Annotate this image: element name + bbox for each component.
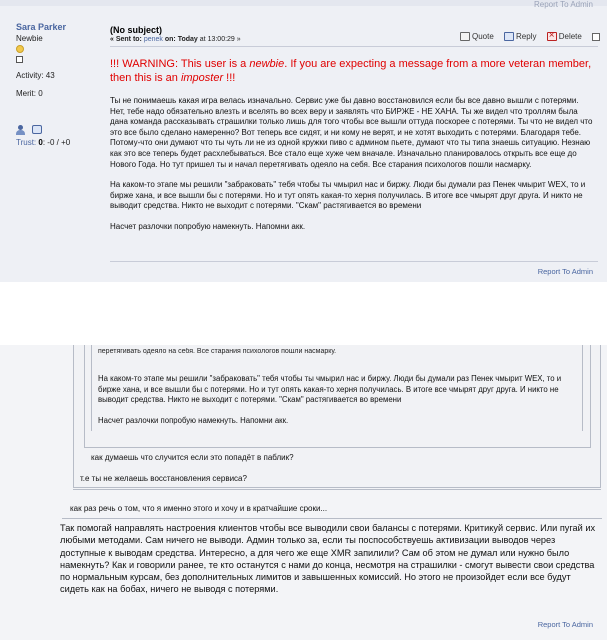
sent-on-label: on: [164,36,176,43]
select-checkbox[interactable] [592,33,600,41]
body-paragraph-2: На каком-то этапе мы решили "забраковать" тебя чтобы ты чмырил нас и биржу. Люди бы думали раз Пенек чмырит WEX, то и бирже хана, и все вышли бы с потерями. Но и тут опять какая-то херня получилась. В итоге все чмырят друг друга. И никто не выводит средства. Никто не выходит с потерями. "Скам" растягивается во времени [110,180,586,211]
trust-score [16,138,96,147]
quote-reply-c: как раз речь о том, что я именно этого и хочу и в кратчайшие сроки... [70,504,328,513]
trust-label[interactable]: Trust: [16,138,37,147]
quote-label: Quote [472,32,494,41]
quote-paragraph-2: Насчет разлочки попробую намекнуть. Напомни акк. [98,415,289,425]
recipient-link[interactable]: penek [143,36,163,43]
report-to-admin-link[interactable]: Report To Admin [537,267,593,276]
reply-label: Reply [516,32,537,41]
online-status-icon [16,56,23,63]
reply-icon [504,32,514,41]
profile-icon[interactable] [16,125,26,135]
sent-prefix: « Sent to: [110,36,142,43]
quote-paragraph-1: На каком-то этапе мы решили "забраковать" тебя чтобы ты чмырил нас и биржу. Люди бы думали раз Пенек чмырит WEX, то и бирже хана, и все вышли бы с потерями. Но и тут опять какая-то херня получилась. В итоге все чмырят друг друга. И никто не выводит средства. Никто не выходит с потерями. "Скам" растягивается во времени [98,374,562,405]
top-border [0,0,607,6]
user-activity: Activity: 43 [16,71,55,80]
user-merit: Merit: 0 [16,89,43,98]
quote-divider-c [62,518,602,519]
message-subject: (No subject) [110,25,163,35]
body-paragraph-1: Ты не понимаешь какая игра велась изначально. Сервис уже бы давно восстановился если бы все давно вышли с потерями. Нет, тебе надо обязательно влезть и вселять во всех веру и заявлять что БИРЖЕ - НЕ ХАНА. Ты же видел что троллям была дана команда рассказывать страшилки только лишь для того чтобы все вышли оттуда поскорее с потерями. Ты что не видел что это все было сделано намеренно? Вот теперь все сидят, и ни кому не верят, и не хотят выходить с потерями. Благодаря тебе. Потому-что они думают что ты чуть ли не из одной кружки пиво с админом пьете, думают что ты типа знаешь ситуацию. Незнаю как это все теперь будет расхлебываться. Все стало еще хуже чем вначале. Изначально планировалось открыть все еще до Нового Года. Но тут пришел ты и начал перетягивать одеяло на себя. Все старания психологов пошли насмарку. [110,96,593,169]
trust-rest: : -0 / +0 [42,138,71,147]
footer-divider [110,261,598,262]
message-actions [460,32,600,41]
body-paragraph-3: Насчет разлочки попробую намекнуть. Напомни акк. [110,221,306,231]
quote-button[interactable] [460,32,494,41]
reply-body: Так помогай направлять настроения клиентов чтобы все выводили свои балансы с потерями. Критикуй сервис. Или пугай их любыми методами. Сам ничего не выводи. Админ только за, если ты поспособствуешь активизации выводов через доступные к выводам средства. Интересно, а для чего же еще XMR запилили? Сам об этом не думал или нужно было намекнуть? Как и говорили ранее, те кто останутся с нами до конца, несмотря на страшилки - смогут вывести свои средства по нормальным курсам, без дополнительных лимитов и завышенных комиссий. Но этого не произойдет если все будут сидеть как на бобах, ничего не выводя с потерями. [60,523,596,595]
reply-button[interactable] [504,32,536,41]
message-meta [110,36,241,43]
warning-newbie: newbie [249,58,285,70]
trust-value: 0 [38,138,43,147]
header-divider [110,46,598,47]
warning-text-2: . If you are expecting a message from a more veteran member, then this is an [110,58,592,84]
newbie-warning [110,57,600,85]
quote-reply-b: т.е ты не желаешь восстановления сервиса? [80,474,247,483]
delete-icon [547,32,557,41]
quoted-message [98,374,580,436]
user-rank: Newbie [16,34,43,43]
username-link[interactable]: Sara Parker [16,22,67,32]
user-info [16,22,96,147]
report-to-admin-link-top[interactable]: Report To Admin [534,0,593,9]
warning-text-1: !!! WARNING: This user is a [110,58,250,70]
warning-text-3: !!! [223,72,236,84]
delete-button[interactable] [547,32,582,41]
personal-message-icon[interactable] [32,125,42,134]
delete-label: Delete [558,32,582,41]
quote-cut-line: перетягивать одеяло на себя. Все старания психологов пошли насмарку. [98,348,337,355]
rank-star-icon [16,45,24,53]
message-body [110,96,594,243]
warning-imposter: imposter [180,72,224,84]
quote-icon [460,32,470,41]
quote-reply-a: как думаешь что случится если это попадёт в паблик? [91,453,294,462]
sent-time: at 13:00:29 » [199,36,241,43]
report-to-admin-link-bottom[interactable]: Report To Admin [537,620,593,629]
user-icons [16,125,96,135]
sent-date: Today [177,36,198,43]
quote-divider-b [73,489,601,490]
